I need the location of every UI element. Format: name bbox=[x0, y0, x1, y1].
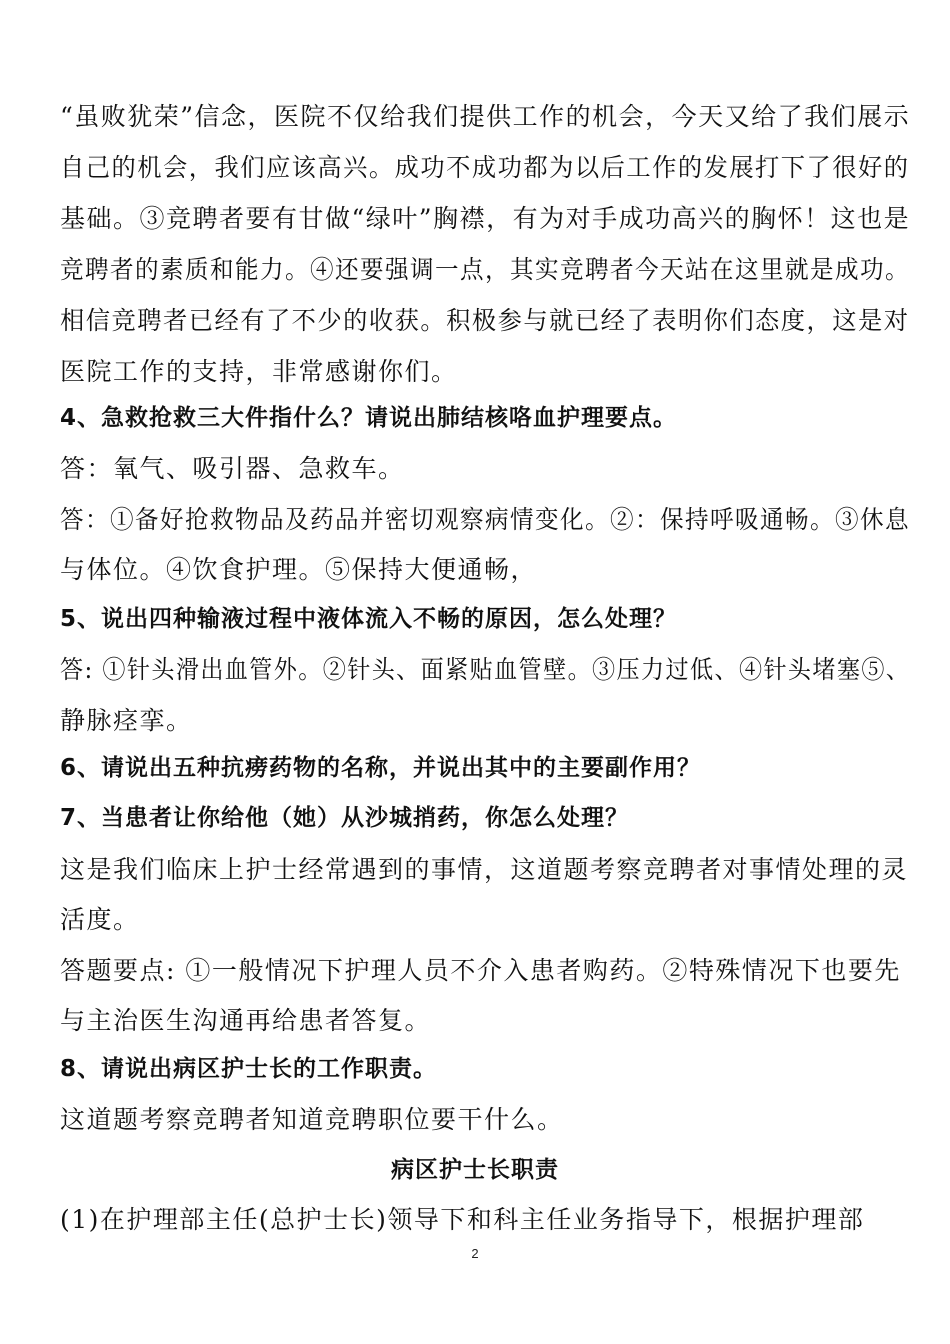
question-5-heading: 5、说出四种输液过程中液体流入不畅的原因，怎么处理？ bbox=[60, 606, 678, 632]
answer-line: 答：①备好抢救物品及药品并密切观察病情变化。②：保持呼吸通畅。③休息 bbox=[60, 505, 911, 534]
text-line: 竞聘者的素质和能力。④还要强调一点，其实竞聘者今天站在这里就是成功。 bbox=[60, 255, 911, 284]
answer-line: 与体位。④饮食护理。⑤保持大便通畅， bbox=[60, 555, 538, 584]
answer-line: 答: ①针头滑出血管外。②针头、面紧贴血管壁。③压力过低、④针头堵塞⑤、 bbox=[60, 655, 911, 684]
text-line: 自己的机会，我们应该高兴。成功不成功都为以后工作的发展打下了很好的 bbox=[60, 153, 910, 182]
question-8-heading: 8、请说出病区护士长的工作职责。 bbox=[60, 1056, 438, 1082]
answer-line: 与主治医生沟通再给患者答复。 bbox=[60, 1006, 432, 1035]
text-line: 活度。 bbox=[60, 905, 140, 934]
section-title: 病区护士长职责 bbox=[391, 1157, 559, 1183]
text-line: 这道题考察竞聘者知道竞聘职位要干什么。 bbox=[60, 1105, 564, 1134]
answer-line: 静脉痉挛。 bbox=[60, 706, 193, 735]
text-line: 相信竞聘者已经有了不少的收获。积极参与就已经了表明你们态度，这是对 bbox=[60, 306, 910, 335]
text-line: 基础。③竞聘者要有甘做“绿叶”胸襟，有为对手成功高兴的胸怀！这也是 bbox=[60, 204, 911, 233]
text-line: 医院工作的支持，非常感谢你们。 bbox=[60, 357, 458, 386]
answer-line: 答：氧气、吸引器、急救车。 bbox=[60, 454, 405, 483]
question-6-heading: 6、请说出五种抗痨药物的名称，并说出其中的主要副作用？ bbox=[60, 755, 702, 781]
text-line: (1)在护理部主任(总护士长)领导下和科主任业务指导下，根据护理部 bbox=[60, 1205, 865, 1234]
page-number: 2 bbox=[471, 1246, 479, 1261]
answer-line: 答题要点: ①一般情况下护理人员不介入患者购药。②特殊情况下也要先 bbox=[60, 956, 901, 985]
text-line: “虽败犹荣”信念，医院不仅给我们提供工作的机会，今天又给了我们展示 bbox=[60, 102, 911, 131]
question-7-heading: 7、当患者让你给他（她）从沙城捎药，你怎么处理？ bbox=[60, 805, 630, 831]
text-line: 这是我们临床上护士经常遇到的事情，这道题考察竞聘者对事情处理的灵 bbox=[60, 855, 909, 884]
question-4-heading: 4、急救抢救三大件指什么？请说出肺结核咯血护理要点。 bbox=[60, 405, 678, 431]
